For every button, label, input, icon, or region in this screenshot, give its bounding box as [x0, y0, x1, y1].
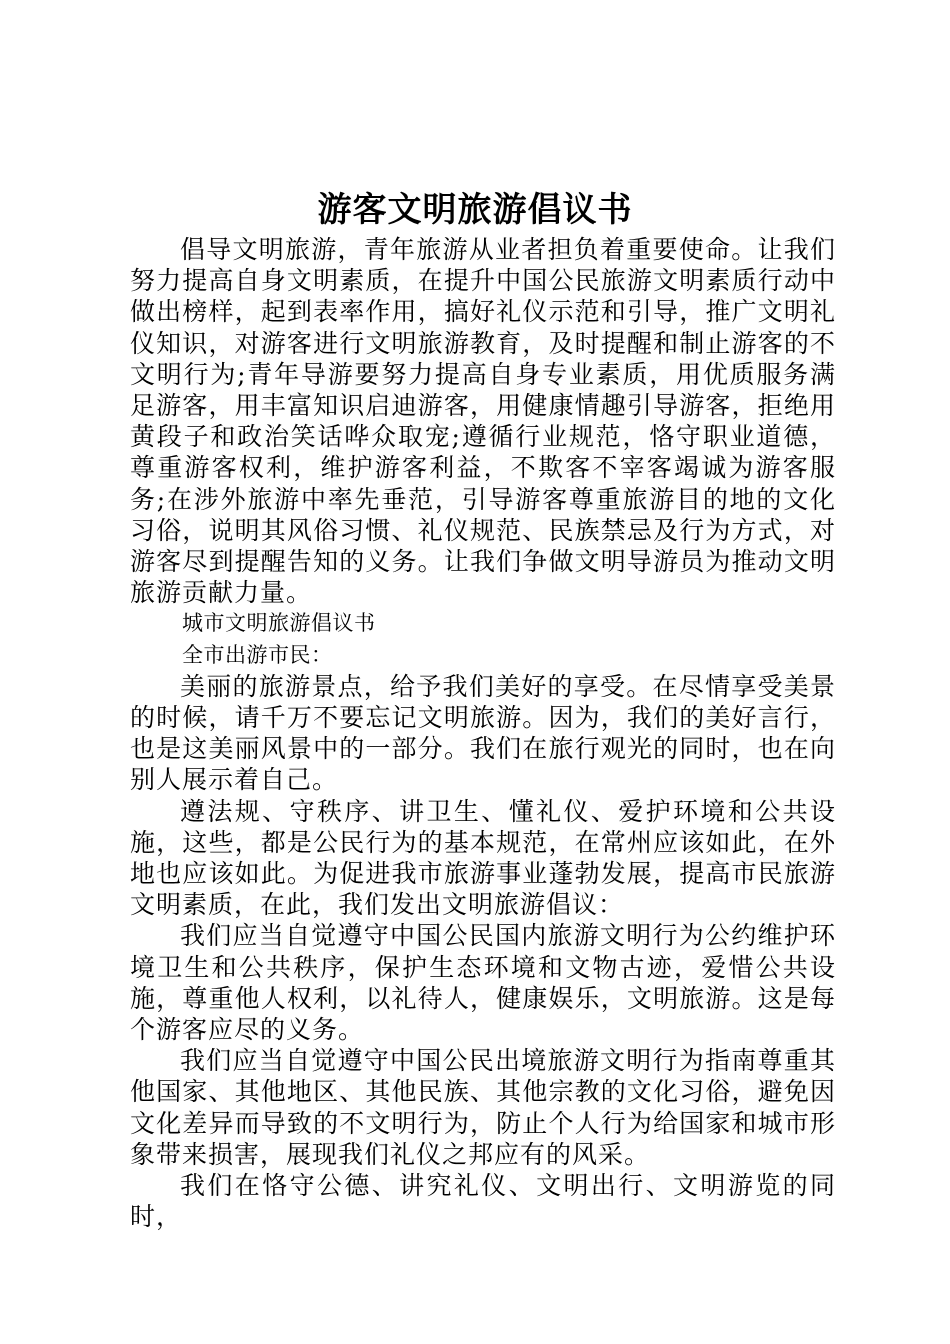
- paragraph-subtitle: 城市文明旅游倡议书: [182, 611, 376, 636]
- paragraph-domestic-convention: 我们应当自觉遵守中国公民国内旅游文明行为公约维护环境卫生和公共秩序，保护生态环境和文物古迹，爱惜公共设施，尊重他人权利，以礼待人，健康娱乐，文明旅游。这是每个游客应尽的义务。: [130, 921, 836, 1045]
- document-body: [130, 234, 836, 1233]
- paragraph-intro: 倡导文明旅游，青年旅游从业者担负着重要使命。让我们努力提高自身文明素质，在提升中国公民旅游文明素质行动中做出榜样，起到表率作用，搞好礼仪示范和引导，推广文明礼仪知识，对游客进行文明旅游教育，及时提醒和制止游客的不文明行为;青年导游要努力提高自身专业素质，用优质服务满足游客，用丰富知识启迪游客，用健康情趣引导游客，拒绝用黄段子和政治笑话哗众取宠;遵循行业规范，恪守职业道德，尊重游客权利，维护游客利益，不欺客不宰客竭诚为游客服务;在涉外旅游中率先垂范，引导游客尊重旅游目的地的文化习俗，说明其风俗习惯、礼仪规范、民族禁忌及行为方式，对游客尽到提醒告知的义务。让我们争做文明导游员为推动文明旅游贡献力量。: [130, 235, 836, 608]
- document-title: 游客文明旅游倡议书: [317, 190, 633, 230]
- paragraph-closing: 我们在恪守公德、讲究礼仪、文明出行、文明游览的同时，: [130, 1171, 836, 1232]
- paragraph-salutation: 全市出游市民：: [182, 642, 333, 667]
- paragraph-norms: 遵法规、守秩序、讲卫生、懂礼仪、爱护环境和公共设施，这些，都是公民行为的基本规范，在常州应该如此，在外地也应该如此。为促进我市旅游事业蓬勃发展，提高市民旅游文明素质，在此，我们发出文明旅游倡议：: [130, 796, 836, 920]
- paragraph-scenery: 美丽的旅游景点，给予我们美好的享受。在尽情享受美景的时候，请千万不要忘记文明旅游。因为，我们的美好言行，也是这美丽风景中的一部分。我们在旅行观光的同时，也在向别人展示着自己。: [130, 671, 836, 795]
- paragraph-outbound-guide: 我们应当自觉遵守中国公民出境旅游文明行为指南尊重其他国家、其他地区、其他民族、其他宗教的文化习俗，避免因文化差异而导致的不文明行为，防止个人行为给国家和城市形象带来损害，展现我们礼仪之邦应有的风采。: [130, 1046, 836, 1169]
